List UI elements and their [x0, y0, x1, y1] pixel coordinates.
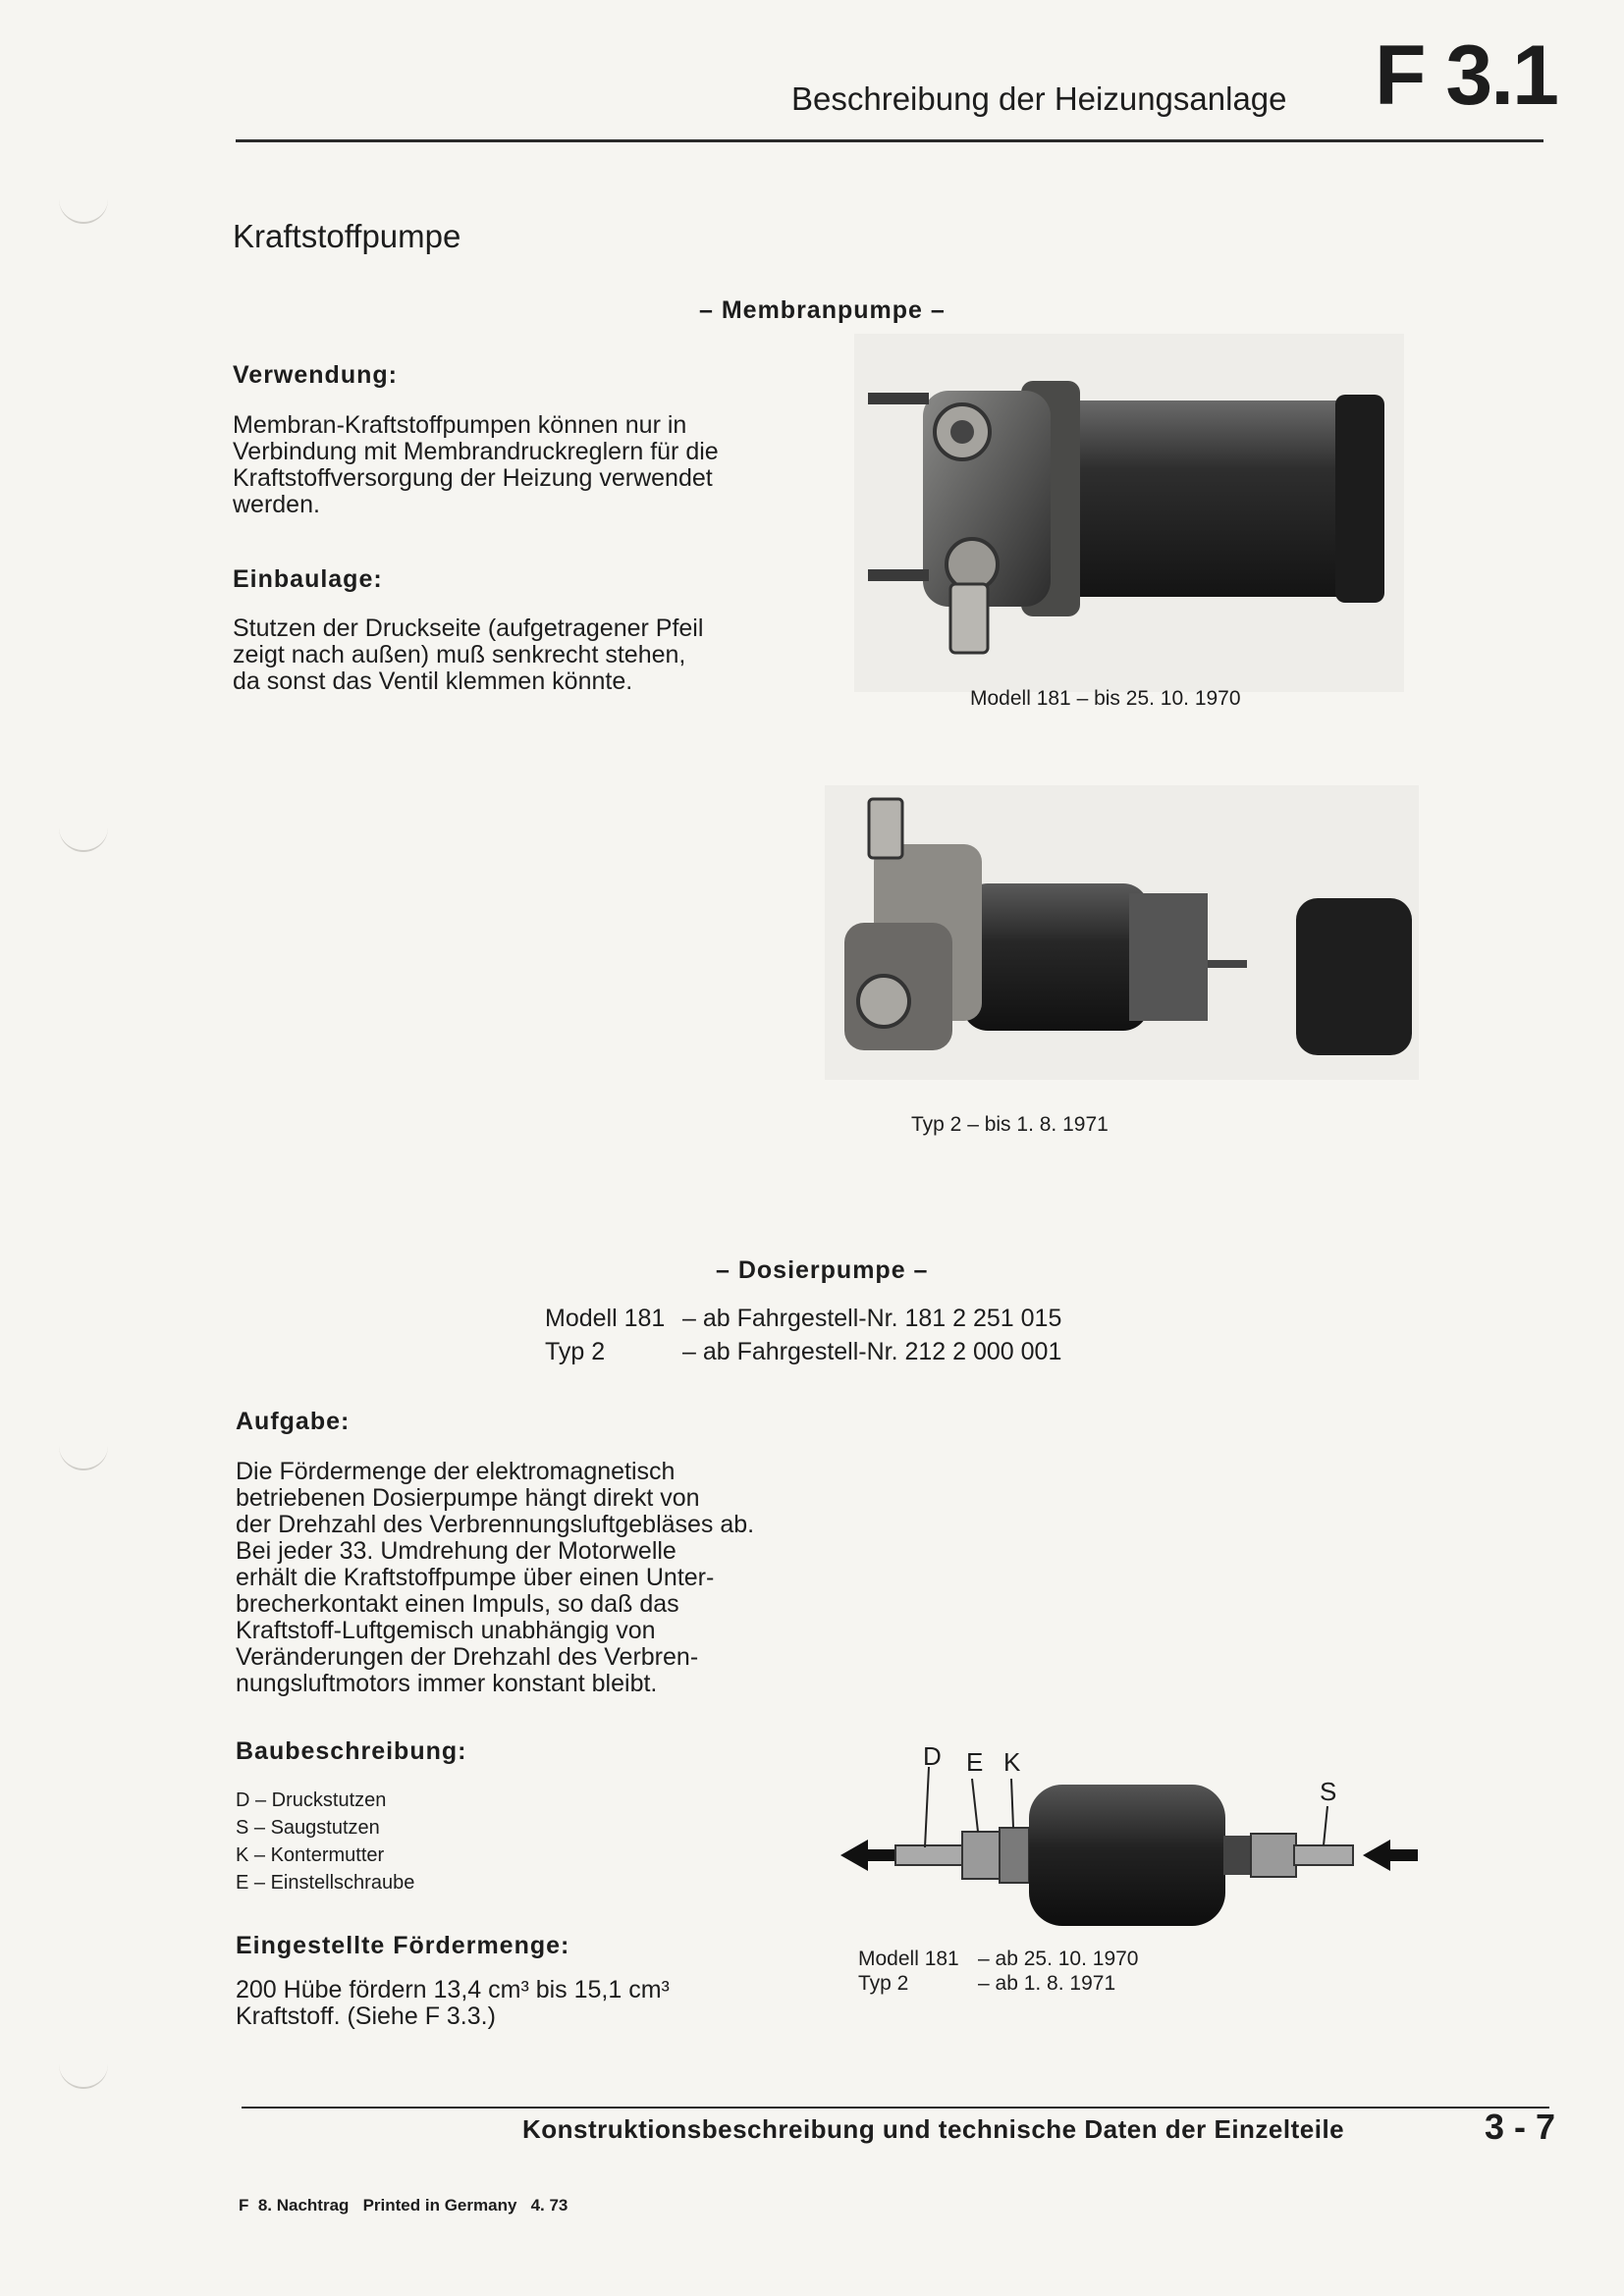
einbaulage-label: Einbaulage:: [233, 565, 383, 593]
punch-hole-mark: [59, 196, 108, 224]
caption-value: – ab 25. 10. 1970: [978, 1948, 1139, 1970]
text-line: der Drehzahl des Verbrennungsluftgebläses ab.: [236, 1511, 755, 1538]
caption-modell-181: Modell 181 – bis 25. 10. 1970: [970, 687, 1241, 710]
membranpumpe-modell-181-photo: [854, 334, 1404, 692]
dosierpumpe-caption: [858, 1947, 1138, 1996]
foerdermenge-text: [236, 1977, 670, 2030]
text-line: Stutzen der Druckseite (aufgetragener Pfeil: [233, 614, 704, 642]
caption-value: – ab 1. 8. 1971: [978, 1972, 1116, 1995]
model-value: – ab Fahrgestell-Nr. 212 2 000 001: [682, 1338, 1062, 1365]
membranpumpe-typ-2-photo: [825, 785, 1419, 1080]
model-value: – ab Fahrgestell-Nr. 181 2 251 015: [682, 1305, 1062, 1332]
text-line: Kraftstoffversorgung der Heizung verwendet: [233, 464, 713, 492]
aufgabe-label: Aufgabe:: [236, 1408, 351, 1435]
model-name: Modell 181: [545, 1305, 666, 1332]
text-line: Kraftstoff-Luftgemisch unabhängig von: [236, 1617, 656, 1644]
legend-item: D – Druckstutzen: [236, 1789, 387, 1811]
text-line: betriebenen Dosierpumpe hängt direkt von: [236, 1484, 700, 1512]
pump-illustration-icon: [825, 785, 1419, 1080]
header-rule: [236, 139, 1543, 142]
label-e: E: [966, 1747, 984, 1777]
text-line: 200 Hübe fördern 13,4 cm³ bis 15,1 cm³: [236, 1976, 670, 2003]
text-line: zeigt nach außen) muß senkrecht stehen,: [233, 641, 686, 668]
baubeschreibung-label: Baubeschreibung:: [236, 1737, 467, 1765]
text-line: Kraftstoff. (Siehe F 3.3.): [236, 2002, 496, 2030]
einbaulage-text: [233, 615, 822, 695]
section-code: F 3.1: [1375, 28, 1557, 123]
text-line: nungsluftmotors immer konstant bleibt.: [236, 1670, 658, 1697]
text-line: da sonst das Ventil klemmen könnte.: [233, 667, 633, 695]
dosierpumpe-diagram: [835, 1737, 1424, 1934]
legend-item: S – Saugstutzen: [236, 1817, 380, 1839]
header-title: Beschreibung der Heizungsanlage: [791, 80, 1287, 117]
dosierpumpe-heading: – Dosierpumpe –: [716, 1256, 929, 1284]
caption-row: [858, 1971, 1138, 1996]
caption-row: [858, 1947, 1138, 1971]
legend-item: K – Kontermutter: [236, 1844, 385, 1866]
page-number: 3 - 7: [1485, 2107, 1556, 2147]
membranpumpe-heading: – Membranpumpe –: [699, 296, 946, 324]
verwendung-text: [233, 412, 822, 518]
footer-title: Konstruktionsbeschreibung und technische Daten der Einzelteile: [522, 2114, 1345, 2144]
punch-hole-mark: [59, 1443, 108, 1470]
aufgabe-text: [236, 1459, 864, 1697]
dosierpumpe-models: [545, 1306, 1061, 1372]
legend-item: E – Einstellschraube: [236, 1872, 415, 1894]
caption-name: Typ 2: [858, 1972, 909, 1995]
text-line: Veränderungen der Drehzahl des Verbren-: [236, 1643, 699, 1671]
pump-illustration-icon: [854, 334, 1404, 692]
text-line: brecherkontakt einen Impuls, so daß das: [236, 1590, 679, 1618]
footer-rule: [242, 2107, 1549, 2109]
section-title: Kraftstoffpumpe: [233, 218, 461, 254]
model-row: [545, 1339, 1061, 1372]
model-row: [545, 1306, 1061, 1339]
text-line: Bei jeder 33. Umdrehung der Motorwelle: [236, 1537, 677, 1565]
text-line: Verbindung mit Membrandruckreglern für die: [233, 438, 719, 465]
punch-hole-mark: [59, 825, 108, 852]
text-line: Membran-Kraftstoffpumpen können nur in: [233, 411, 687, 439]
print-info: F 8. Nachtrag Printed in Germany 4. 73: [239, 2196, 568, 2215]
caption-typ-2: Typ 2 – bis 1. 8. 1971: [911, 1113, 1109, 1136]
baubeschreibung-legend: [236, 1787, 414, 1896]
text-line: werden.: [233, 491, 320, 518]
verwendung-label: Verwendung:: [233, 361, 398, 389]
label-d: D: [923, 1741, 942, 1771]
punch-hole-mark: [59, 2061, 108, 2089]
label-s: S: [1320, 1777, 1337, 1806]
foerdermenge-label: Eingestellte Fördermenge:: [236, 1932, 570, 1959]
caption-name: Modell 181: [858, 1948, 959, 1970]
model-name: Typ 2: [545, 1338, 606, 1365]
label-k: K: [1003, 1747, 1021, 1777]
text-line: erhält die Kraftstoffpumpe über einen Unter-: [236, 1564, 715, 1591]
text-line: Die Fördermenge der elektromagnetisch: [236, 1458, 676, 1485]
